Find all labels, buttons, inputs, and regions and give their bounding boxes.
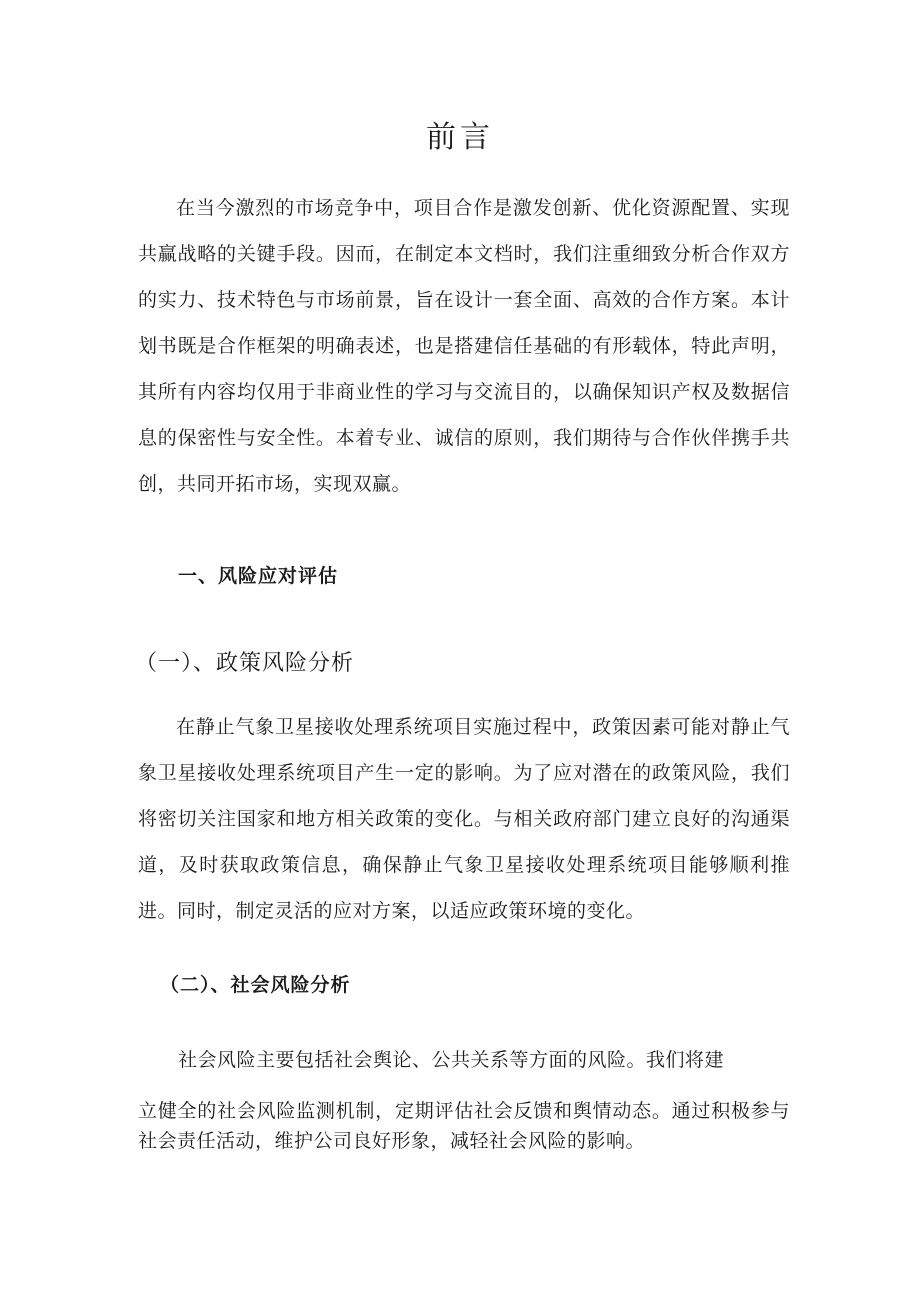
- social-risk-paragraph-line1: 社会风险主要包括社会舆论、公共关系等方面的风险。我们将建: [178, 1049, 725, 1071]
- subsection-heading-policy-risk: （一）、政策风险分析: [135, 651, 355, 676]
- section-heading-risk-assessment: 一、风险应对评估: [178, 565, 339, 587]
- policy-risk-paragraph: 在静止气象卫星接收处理系统项目实施过程中，政策因素可能对静止气象卫星接收处理系统项目产生一定的影响。为了应对潜在的政策风险，我们将密切关注国家和地方相关政策的变化。与相关政府部门建立良好的沟通渠道，及时获取政策信息，确保静止气象卫星接收处理系统项目能够顺利推进。同时，制定灵活的应对方案，以适应政策环境的变化。: [138, 716, 790, 922]
- page-title: 前言: [426, 120, 494, 155]
- social-risk-paragraph-rest: 立健全的社会风险监测机制，定期评估社会反馈和舆情动态。通过积极参与社会责任活动，维护公司良好形象，减轻社会风险的影响。: [138, 1100, 790, 1152]
- subsection-heading-social-risk: （二）、社会风险分析: [160, 974, 351, 996]
- intro-paragraph: 在当今激烈的市场竞争中，项目合作是激发创新、优化资源配置、实现共赢战略的关键手段。因而，在制定本文档时，我们注重细致分析合作双方的实力、技术特色与市场前景，旨在设计一套全面、高效的合作方案。本计划书既是合作框架的明确表述，也是搭建信任基础的有形载体，特此声明，其所有内容均仅用于非商业性的学习与交流目的，以确保知识产权及数据信息的保密性与安全性。本着专业、诚信的原则，我们期待与合作伙伴携手共创，共同开拓市场，实现双赢。: [138, 197, 790, 495]
